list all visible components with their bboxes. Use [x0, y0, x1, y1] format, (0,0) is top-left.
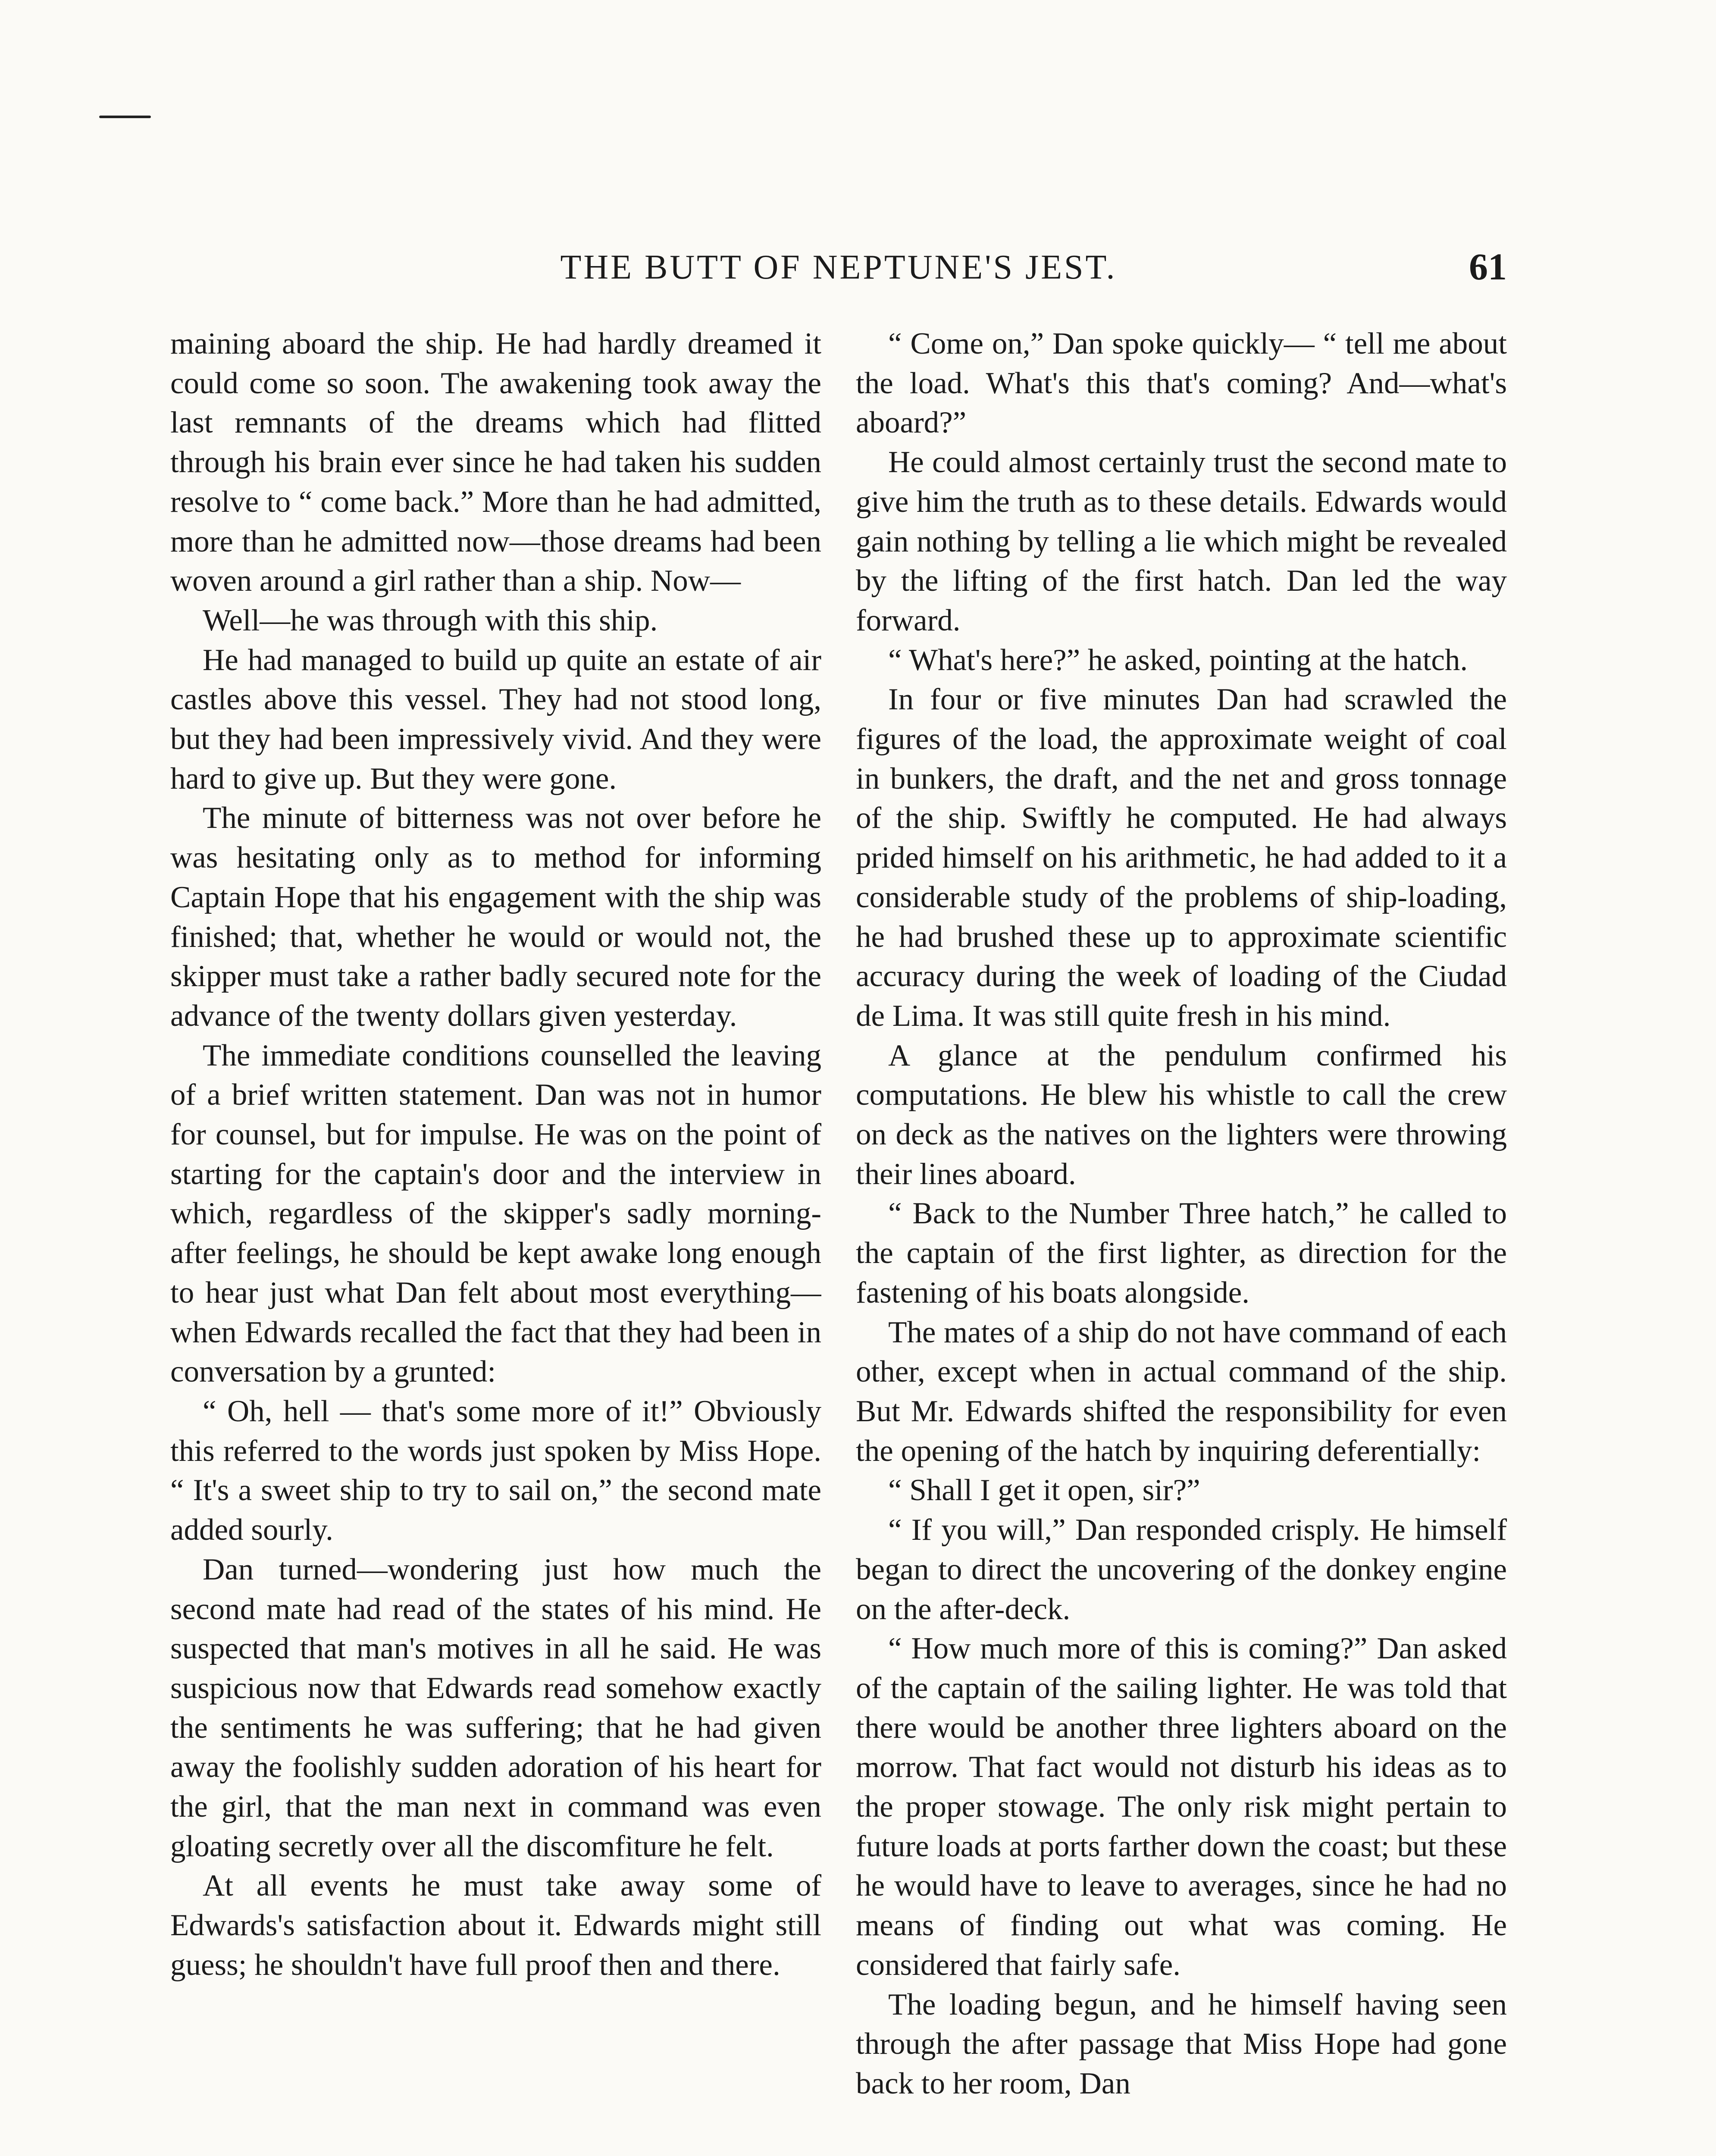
- paragraph: In four or five minutes Dan had scrawled the figures of the load, the approximate weight of coal in bunkers, the draft, and the net and gross tonnage of the ship. Swiftly he computed. He had always prided himself on his arithmetic, he had added to it a considerable study of the problems of ship-loading, he had brushed these up to approximate scientific accuracy during the week of loading of the Ciudad de Lima. It was still quite fresh in his mind.: [856, 683, 1507, 1033]
- margin-mark: [99, 116, 151, 118]
- paragraph: The mates of a ship do not have command of each other, except when in actual command of the ship. But Mr. Edwards shifted the responsibility for even the opening of the hatch by inquiring deferentially:: [856, 1315, 1507, 1468]
- running-head: THE BUTT OF NEPTUNE'S JEST.: [560, 248, 1117, 286]
- page-number: 61: [1469, 246, 1507, 288]
- paragraph: “ How much more of this is coming?” Dan asked of the captain of the sailing lighter. He was told that there would be another three lighters aboard on the morrow. That fact would not disturb his ideas as to the proper stowage. The only risk might pertain to future loads at ports farther down the coast; but these he would have to leave to averages, since he had no means of finding out what was coming. He considered that fairly safe.: [856, 1632, 1507, 1982]
- paragraph: The immediate conditions counselled the leaving of a brief written statement. Dan was not in humor for counsel, but for impulse. He was on the point of starting for the captain's door and the interview in which, regardless of the skipper's sadly morning-after feelings, he should be kept awake long enough to hear just what Dan felt about most everything—when Edwards recalled the fact that they had been in conversation by a grunted:: [170, 1038, 821, 1389]
- paragraph: “ Shall I get it open, sir?”: [888, 1473, 1200, 1507]
- paragraph: The minute of bitterness was not over before he was hesitating only as to method for informing Captain Hope that his engagement with the ship was finished; that, whether he would or would not, the skipper must take a rather badly secured note for the advance of the twenty dollars given yesterday.: [170, 801, 821, 1033]
- paragraph: “ Back to the Number Three hatch,” he called to the captain of the first lighter, as direction for the fastening of his boats alongside.: [856, 1197, 1507, 1310]
- paragraph: A glance at the pendulum confirmed his computations. He blew his whistle to call the crew on deck as the natives on the lighters were throwing their lines aboard.: [856, 1038, 1507, 1191]
- paragraph: He could almost certainly trust the second mate to give him the truth as to these details. Edwards would gain nothing by telling a lie which might be revealed by the lifting of the first hatch. Dan led the way forward.: [856, 445, 1507, 637]
- paragraph: “ If you will,” Dan responded crisply. He himself began to direct the uncovering of the donkey engine on the after-deck.: [856, 1513, 1507, 1626]
- paragraph: “ Oh, hell — that's some more of it!” Obviously this referred to the words just spoken by Miss Hope. “ It's a sweet ship to try to sail on,” the second mate added sourly.: [170, 1394, 821, 1547]
- left-column: [170, 324, 821, 2156]
- paragraph: He had managed to build up quite an estate of air castles above this vessel. They had not stood long, but they had been impressively vivid. And they were hard to give up. But they were gone.: [170, 643, 821, 796]
- paragraph: “ What's here?” he asked, pointing at the hatch.: [888, 643, 1468, 677]
- paragraph: Dan turned—wondering just how much the second mate had read of the states of his mind. He suspected that man's motives in all he said. He was suspicious now that Edwards read somehow exactly the sentiments he was suffering; that he had given away the foolishly sudden adoration of his heart for the girl, that the man next in command was even gloating secretly over all the discomfiture he felt.: [170, 1552, 821, 1863]
- right-column: [856, 324, 1507, 2156]
- paragraph: “ Come on,” Dan spoke quickly— “ tell me about the load. What's this that's coming? And—what's aboard?”: [856, 327, 1507, 440]
- paragraph: At all events he must take away some of Edwards's satisfaction about it. Edwards might still guess; he shouldn't have full proof then and there.: [170, 1869, 821, 1982]
- paragraph: The loading begun, and he himself having seen through the after passage that Miss Hope had gone back to her room, Dan: [856, 1987, 1507, 2100]
- paragraph: Well—he was through with this ship.: [203, 603, 658, 637]
- page-header: [170, 239, 1507, 295]
- paragraph: maining aboard the ship. He had hardly dreamed it could come so soon. The awakening took away the last remnants of the dreams which had flitted through his brain ever since he had taken his sudden resolve to “ come back.” More than he had admitted, more than he admitted now—those dreams had been woven around a girl rather than a ship. Now—: [170, 327, 821, 598]
